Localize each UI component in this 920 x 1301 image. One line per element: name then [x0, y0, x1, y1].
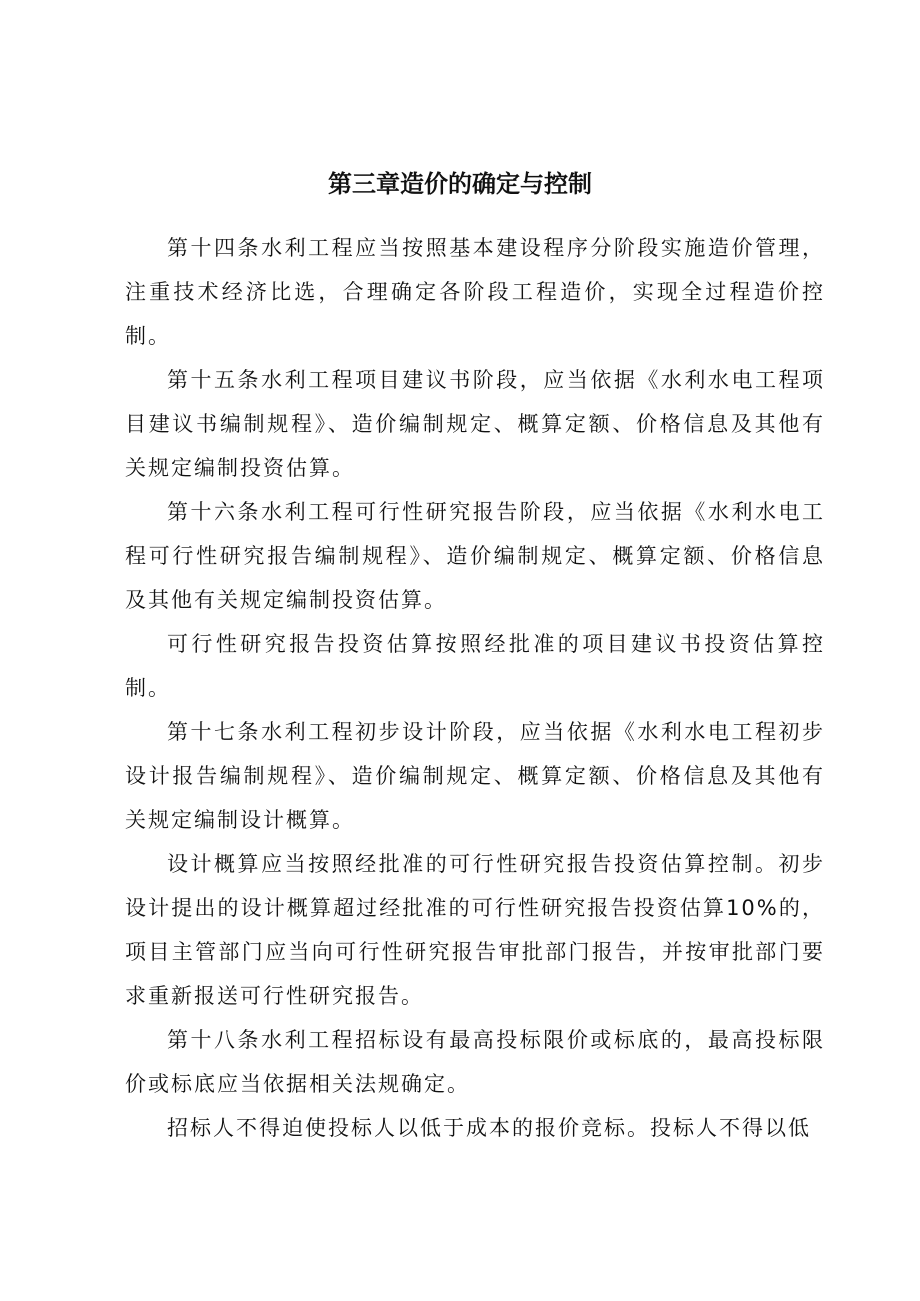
paragraph-article-17: 第十七条水利工程初步设计阶段，应当依据《水利水电工程初步设计报告编制规程》、造价编制规定、概算定额、价格信息及其他有关规定编制设计概算。: [125, 720, 825, 832]
paragraph-bidding-rule: 招标人不得迫使投标人以低于成本的报价竞标。投标人不得以低: [167, 1116, 811, 1140]
paragraph-feasibility-control: 可行性研究报告投资估算按照经批准的项目建议书投资估算控制。: [125, 632, 825, 700]
chapter-title: 第三章造价的确定与控制: [328, 170, 592, 198]
paragraph-article-14: 第十四条水利工程应当按照基本建设程序分阶段实施造价管理，注重技术经济比选，合理确定各阶段工程造价，实现全过程造价控制。: [125, 236, 825, 348]
body-text: [125, 226, 825, 1150]
paragraph-design-estimate-control: 设计概算应当按照经批准的可行性研究报告投资估算控制。初步设计提出的设计概算超过经批准的可行性研究报告投资估算10%的，项目主管部门应当向可行性研究报告审批部门报告，并按审批部门要求重新报送可行性研究报告。: [125, 852, 825, 1008]
paragraph-article-16: 第十六条水利工程可行性研究报告阶段，应当依据《水利水电工程可行性研究报告编制规程》、造价编制规定、概算定额、价格信息及其他有关规定编制投资估算。: [125, 500, 825, 612]
paragraph-article-18: 第十八条水利工程招标设有最高投标限价或标底的，最高投标限价或标底应当依据相关法规确定。: [125, 1028, 825, 1096]
paragraph-article-15: 第十五条水利工程项目建议书阶段，应当依据《水利水电工程项目建议书编制规程》、造价编制规定、概算定额、价格信息及其他有关规定编制投资估算。: [125, 368, 825, 480]
